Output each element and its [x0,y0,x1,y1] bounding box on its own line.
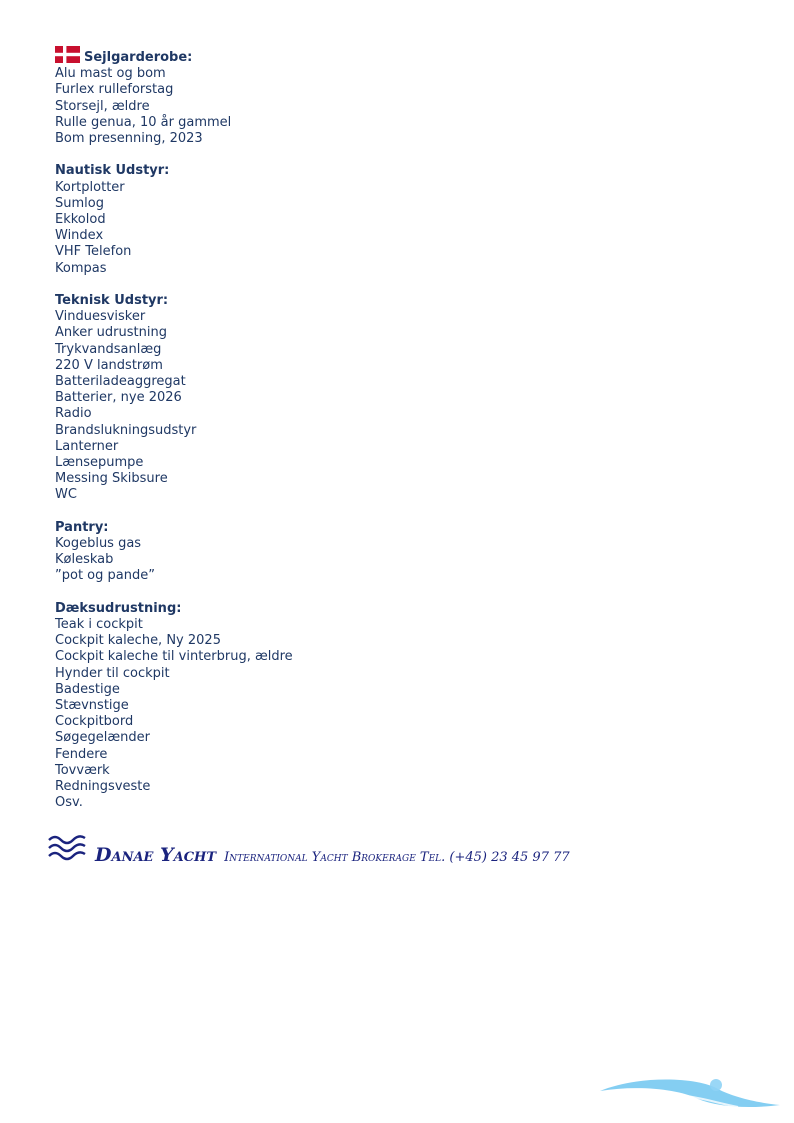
list-item: 220 V landstrøm [55,357,163,373]
list-item: Redningsveste [55,779,151,794]
footer-brand [47,832,747,864]
brand-name: Danae Yacht [95,844,217,866]
list-item: Radio [55,406,92,422]
list-item: Fendere [55,746,108,762]
list-item: Lanterner [55,438,119,454]
list-item: Windex [55,228,104,244]
swoosh-logo-icon [598,1075,783,1113]
list-item: Kortplotter [55,179,125,195]
list-item: Osv. [55,795,83,811]
list-item: Batterier, nye 2026 [55,390,182,406]
section-heading: Nautisk Udstyr: [55,163,170,179]
list-item: Ekkolod [55,211,106,227]
section-teknisk-udstyr [55,293,735,504]
list-item: Køleskab [55,552,114,568]
list-item: VHF Telefon [55,244,132,260]
list-item: Cockpit kaleche til vinterbrug, ældre [55,649,293,665]
list-item: Sumlog [55,195,104,211]
list-item: Cockpitbord [55,714,134,730]
list-item: Hynder til cockpit [55,665,170,681]
list-item: Lænsepumpe [55,455,144,470]
list-item: Stævnstige [55,697,129,713]
list-item: Kogeblus gas [55,535,142,551]
list-item: Søgegelænder [55,730,150,746]
section-heading: Teknisk Udstyr: [55,292,169,308]
list-item: Bom presenning, 2023 [55,131,203,146]
section-pantry [55,520,735,585]
list-item: Batteriladeaggregat [55,373,186,389]
list-item: Vinduesvisker [55,309,146,325]
list-item: Teak i cockpit [55,616,143,632]
section-heading: Dæksudrustning: [55,600,182,616]
list-item: Rulle genua, 10 år gammel [55,114,232,130]
list-item: ”pot og pande” [55,568,155,584]
section-daeksudrustning [55,601,735,812]
list-item: WC [55,487,77,503]
waves-logo-icon [47,832,87,862]
section-sejlgarderobe [55,50,735,147]
list-item: Trykvandsanlæg [55,341,162,357]
brand-tagline: International Yacht Brokerage Tel. (+45) 23 45 97 77 [224,850,570,865]
list-item: Messing Skibsure [55,471,168,487]
list-item: Storsejl, ældre [55,98,150,114]
section-nautisk-udstyr [55,163,735,276]
list-item: Anker udrustning [55,325,167,341]
list-item: Brandslukningsudstyr [55,422,197,438]
equipment-list [55,50,735,828]
section-heading: Sejlgarderobe: [84,50,193,65]
danish-flag-icon [55,46,80,63]
list-item: Badestige [55,681,120,697]
list-item: Kompas [55,260,107,276]
section-heading: Pantry: [55,519,109,535]
list-item: Tovværk [55,762,110,778]
list-item: Alu mast og bom [55,66,166,82]
list-item: Furlex rulleforstag [55,82,174,98]
list-item: Cockpit kaleche, Ny 2025 [55,633,221,649]
